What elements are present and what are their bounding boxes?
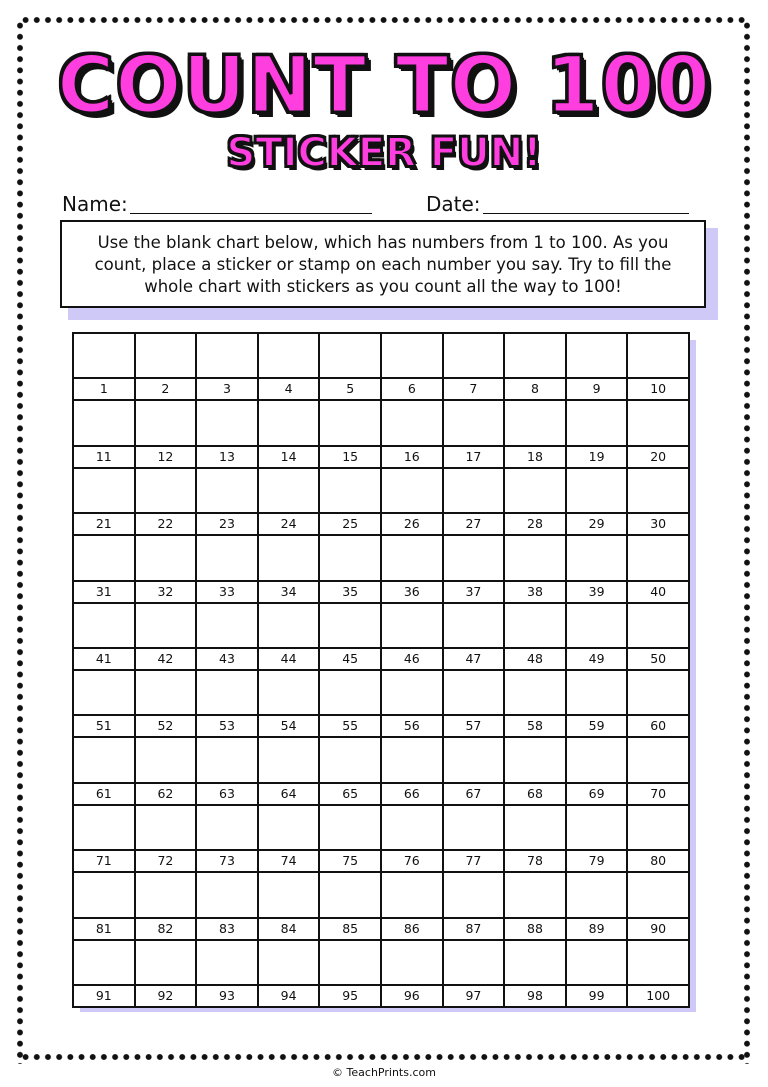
cell-number: 40 [650, 583, 667, 599]
cell-number: 32 [157, 583, 174, 599]
chart-cell[interactable] [444, 604, 506, 671]
cell-number: 7 [469, 381, 478, 397]
chart-cell[interactable] [505, 334, 567, 401]
cell-number: 67 [465, 785, 482, 801]
chart-cell[interactable] [320, 401, 382, 468]
cell-number: 24 [280, 516, 297, 532]
cell-number: 26 [403, 516, 420, 532]
chart-cell[interactable] [505, 536, 567, 603]
cell-number: 56 [403, 718, 420, 734]
cell-number: 72 [157, 853, 174, 869]
chart-cell[interactable] [505, 806, 567, 873]
chart-cell[interactable] [628, 873, 690, 940]
cell-number: 87 [465, 920, 482, 936]
chart-cell[interactable] [628, 401, 690, 468]
cell-number: 19 [588, 448, 605, 464]
chart-cell[interactable] [136, 401, 198, 468]
cell-number: 43 [219, 651, 235, 666]
chart-cell[interactable] [197, 873, 259, 940]
chart-cell[interactable] [628, 738, 690, 805]
cell-number: 52 [157, 718, 174, 734]
cell-number: 61 [95, 785, 112, 801]
name-label: Name: [62, 192, 128, 216]
date-label: Date: [426, 192, 481, 216]
cell-number: 93 [219, 988, 235, 1003]
cell-number: 21 [95, 516, 112, 532]
chart-cell[interactable] [74, 334, 136, 401]
cell-number: 88 [527, 920, 543, 936]
chart-cell[interactable] [505, 738, 567, 805]
chart-cell[interactable] [382, 806, 444, 873]
cell-number: 62 [157, 785, 174, 801]
chart-cell[interactable] [259, 469, 321, 536]
chart-cell[interactable] [567, 738, 629, 805]
cell-number: 70 [650, 785, 667, 801]
chart-cell[interactable] [74, 536, 136, 603]
chart-cell[interactable] [259, 401, 321, 468]
chart-cell[interactable] [197, 469, 259, 536]
chart-cell[interactable] [197, 401, 259, 468]
name-field[interactable] [130, 213, 372, 214]
cell-number: 76 [403, 853, 420, 869]
dotted-border-left [16, 20, 24, 1064]
chart-cell[interactable] [444, 738, 506, 805]
chart-cell[interactable] [320, 873, 382, 940]
chart-cell[interactable] [259, 738, 321, 805]
chart-cell[interactable] [259, 941, 321, 1008]
cell-number: 84 [280, 920, 297, 936]
chart-cell[interactable] [74, 738, 136, 805]
chart-cell[interactable] [136, 941, 198, 1008]
chart-cell[interactable] [320, 334, 382, 401]
cell-number: 5 [346, 381, 355, 397]
cell-number: 64 [280, 785, 297, 801]
chart-cell[interactable] [136, 469, 198, 536]
cell-number: 3 [223, 381, 231, 397]
chart-cell[interactable] [259, 604, 321, 671]
cell-number: 85 [342, 920, 359, 936]
cell-number: 37 [465, 583, 482, 599]
cell-number: 46 [403, 651, 420, 666]
chart-cell[interactable] [320, 604, 382, 671]
chart-cell[interactable] [259, 536, 321, 603]
cell-number: 94 [280, 988, 297, 1003]
chart-cell[interactable] [136, 334, 198, 401]
dotted-border-bottom [20, 1053, 748, 1061]
cell-number: 16 [403, 448, 420, 464]
chart-cell[interactable] [197, 738, 259, 805]
cell-number: 86 [403, 920, 420, 936]
chart-cell[interactable] [382, 873, 444, 940]
chart-cell[interactable] [197, 334, 259, 401]
worksheet-subtitle: STICKER FUN! [226, 130, 542, 176]
chart-cell[interactable] [197, 941, 259, 1008]
chart-cell[interactable] [567, 334, 629, 401]
cell-number: 12 [157, 448, 174, 464]
dotted-border-right [743, 20, 751, 1064]
chart-cell[interactable] [382, 536, 444, 603]
chart-cell[interactable] [382, 334, 444, 401]
chart-cell[interactable] [567, 941, 629, 1008]
chart-cell[interactable] [74, 806, 136, 873]
cell-number: 47 [465, 651, 482, 666]
chart-cell[interactable] [505, 873, 567, 940]
chart-cell[interactable] [259, 671, 321, 738]
cell-number: 58 [527, 718, 543, 734]
cell-number: 51 [95, 718, 112, 734]
chart-cell[interactable] [444, 873, 506, 940]
cell-number: 90 [650, 920, 667, 936]
cell-number: 81 [95, 920, 112, 936]
cell-number: 78 [527, 853, 543, 869]
chart-cell[interactable] [74, 604, 136, 671]
cell-number: 59 [588, 718, 605, 734]
chart-cell[interactable] [74, 941, 136, 1008]
chart-cell[interactable] [505, 941, 567, 1008]
chart-cell[interactable] [74, 469, 136, 536]
cell-number: 71 [95, 853, 112, 869]
chart-cell[interactable] [382, 401, 444, 468]
cell-number: 96 [403, 988, 420, 1003]
cell-number: 35 [342, 583, 359, 599]
cell-number: 29 [588, 516, 605, 532]
cell-number: 63 [219, 785, 235, 801]
chart-cell[interactable] [320, 941, 382, 1008]
cell-number: 41 [95, 651, 112, 666]
hundred-chart [72, 332, 690, 1008]
chart-cell[interactable] [382, 738, 444, 805]
cell-number: 60 [650, 718, 667, 734]
cell-number: 6 [407, 381, 416, 397]
cell-number: 36 [403, 583, 420, 599]
cell-number: 23 [219, 516, 235, 532]
chart-cell[interactable] [382, 469, 444, 536]
cell-number: 1 [99, 381, 108, 397]
chart-cell[interactable] [567, 469, 629, 536]
cell-number: 55 [342, 718, 359, 734]
chart-cell[interactable] [197, 671, 259, 738]
cell-number: 11 [95, 448, 112, 464]
chart-cell[interactable] [382, 604, 444, 671]
cell-number: 2 [161, 381, 170, 397]
chart-cell[interactable] [259, 334, 321, 401]
cell-number: 13 [219, 448, 235, 464]
cell-number: 28 [527, 516, 543, 532]
cell-number: 25 [342, 516, 359, 532]
dotted-border-top [20, 16, 748, 24]
cell-number: 57 [465, 718, 482, 734]
cell-number: 91 [95, 988, 112, 1003]
cell-number: 17 [465, 448, 482, 464]
chart-cell[interactable] [444, 401, 506, 468]
cell-number: 15 [342, 448, 359, 464]
chart-cell[interactable] [136, 536, 198, 603]
cell-number: 75 [342, 853, 359, 869]
cell-number: 9 [592, 381, 601, 397]
cell-number: 30 [650, 516, 667, 532]
cell-number: 39 [588, 583, 605, 599]
cell-number: 95 [342, 988, 359, 1003]
cell-number: 44 [280, 651, 297, 666]
cell-number: 34 [280, 583, 297, 599]
cell-number: 99 [588, 988, 605, 1003]
cell-number: 27 [465, 516, 482, 532]
cell-number: 97 [465, 988, 482, 1003]
cell-number: 45 [342, 651, 359, 666]
cell-number: 73 [219, 853, 235, 869]
chart-cell[interactable] [444, 334, 506, 401]
cell-number: 77 [465, 853, 482, 869]
chart-cell[interactable] [136, 604, 198, 671]
chart-cell[interactable] [567, 536, 629, 603]
chart-cell[interactable] [320, 806, 382, 873]
chart-cell[interactable] [74, 671, 136, 738]
cell-number: 50 [650, 651, 667, 666]
chart-cell[interactable] [628, 671, 690, 738]
chart-cell[interactable] [74, 401, 136, 468]
chart-cell[interactable] [444, 469, 506, 536]
cell-number: 83 [219, 920, 235, 936]
cell-number: 68 [527, 785, 543, 801]
cell-number: 53 [219, 718, 235, 734]
chart-cell[interactable] [197, 806, 259, 873]
chart-cell[interactable] [567, 671, 629, 738]
cell-number: 8 [531, 381, 539, 397]
cell-number: 48 [527, 651, 543, 666]
chart-cell[interactable] [505, 469, 567, 536]
chart-cell[interactable] [567, 401, 629, 468]
cell-number: 92 [157, 988, 174, 1003]
chart-cell[interactable] [382, 671, 444, 738]
chart-cell[interactable] [382, 941, 444, 1008]
chart-cell[interactable] [628, 469, 690, 536]
copyright-footer: © TeachPrints.com [332, 1066, 436, 1079]
chart-cell[interactable] [197, 536, 259, 603]
cell-number: 33 [219, 583, 235, 599]
chart-cell[interactable] [628, 536, 690, 603]
cell-number: 74 [280, 853, 297, 869]
chart-cell[interactable] [567, 604, 629, 671]
chart-cell[interactable] [136, 873, 198, 940]
worksheet-title: COUNT TO 100 [56, 41, 711, 131]
cell-number: 69 [588, 785, 605, 801]
cell-number: 20 [650, 448, 667, 464]
chart-cell[interactable] [320, 536, 382, 603]
cell-number: 49 [588, 651, 605, 666]
chart-cell[interactable] [444, 806, 506, 873]
cell-number: 31 [95, 583, 112, 599]
cell-number: 82 [157, 920, 174, 936]
cell-number: 18 [527, 448, 543, 464]
chart-cell[interactable] [136, 738, 198, 805]
cell-number: 14 [280, 448, 297, 464]
cell-number: 79 [588, 853, 605, 869]
instructions-box: Use the blank chart below, which has numbers from 1 to 100. As you count, place a sticker or stamp on each number you say. Try to fill the whole chart with stickers as you count all the way to 100! [60, 220, 706, 308]
cell-number: 10 [650, 381, 667, 397]
cell-number: 66 [403, 785, 420, 801]
chart-cell[interactable] [505, 604, 567, 671]
chart-cell[interactable] [444, 536, 506, 603]
cell-number: 54 [280, 718, 297, 734]
chart-cell[interactable] [197, 604, 259, 671]
chart-cell[interactable] [444, 941, 506, 1008]
cell-number: 80 [650, 853, 667, 869]
chart-cell[interactable] [567, 806, 629, 873]
date-field[interactable] [483, 213, 689, 214]
chart-cell[interactable] [136, 671, 198, 738]
chart-cell[interactable] [259, 873, 321, 940]
chart-cell[interactable] [136, 806, 198, 873]
chart-cell[interactable] [628, 941, 690, 1008]
cell-number: 4 [284, 381, 293, 397]
cell-number: 22 [157, 516, 174, 532]
chart-cell[interactable] [320, 738, 382, 805]
chart-cell[interactable] [628, 334, 690, 401]
cell-number: 38 [527, 583, 543, 599]
cell-number: 65 [342, 785, 359, 801]
cell-number: 42 [157, 651, 174, 666]
chart-cell[interactable] [259, 806, 321, 873]
chart-cell[interactable] [320, 469, 382, 536]
chart-cell[interactable] [628, 604, 690, 671]
chart-cell[interactable] [628, 806, 690, 873]
chart-cell[interactable] [320, 671, 382, 738]
chart-cell[interactable] [567, 873, 629, 940]
cell-number: 100 [646, 988, 671, 1003]
chart-cell[interactable] [505, 401, 567, 468]
cell-number: 98 [527, 988, 543, 1003]
cell-number: 89 [588, 920, 605, 936]
chart-cell[interactable] [74, 873, 136, 940]
chart-cell[interactable] [505, 671, 567, 738]
chart-cell[interactable] [444, 671, 506, 738]
